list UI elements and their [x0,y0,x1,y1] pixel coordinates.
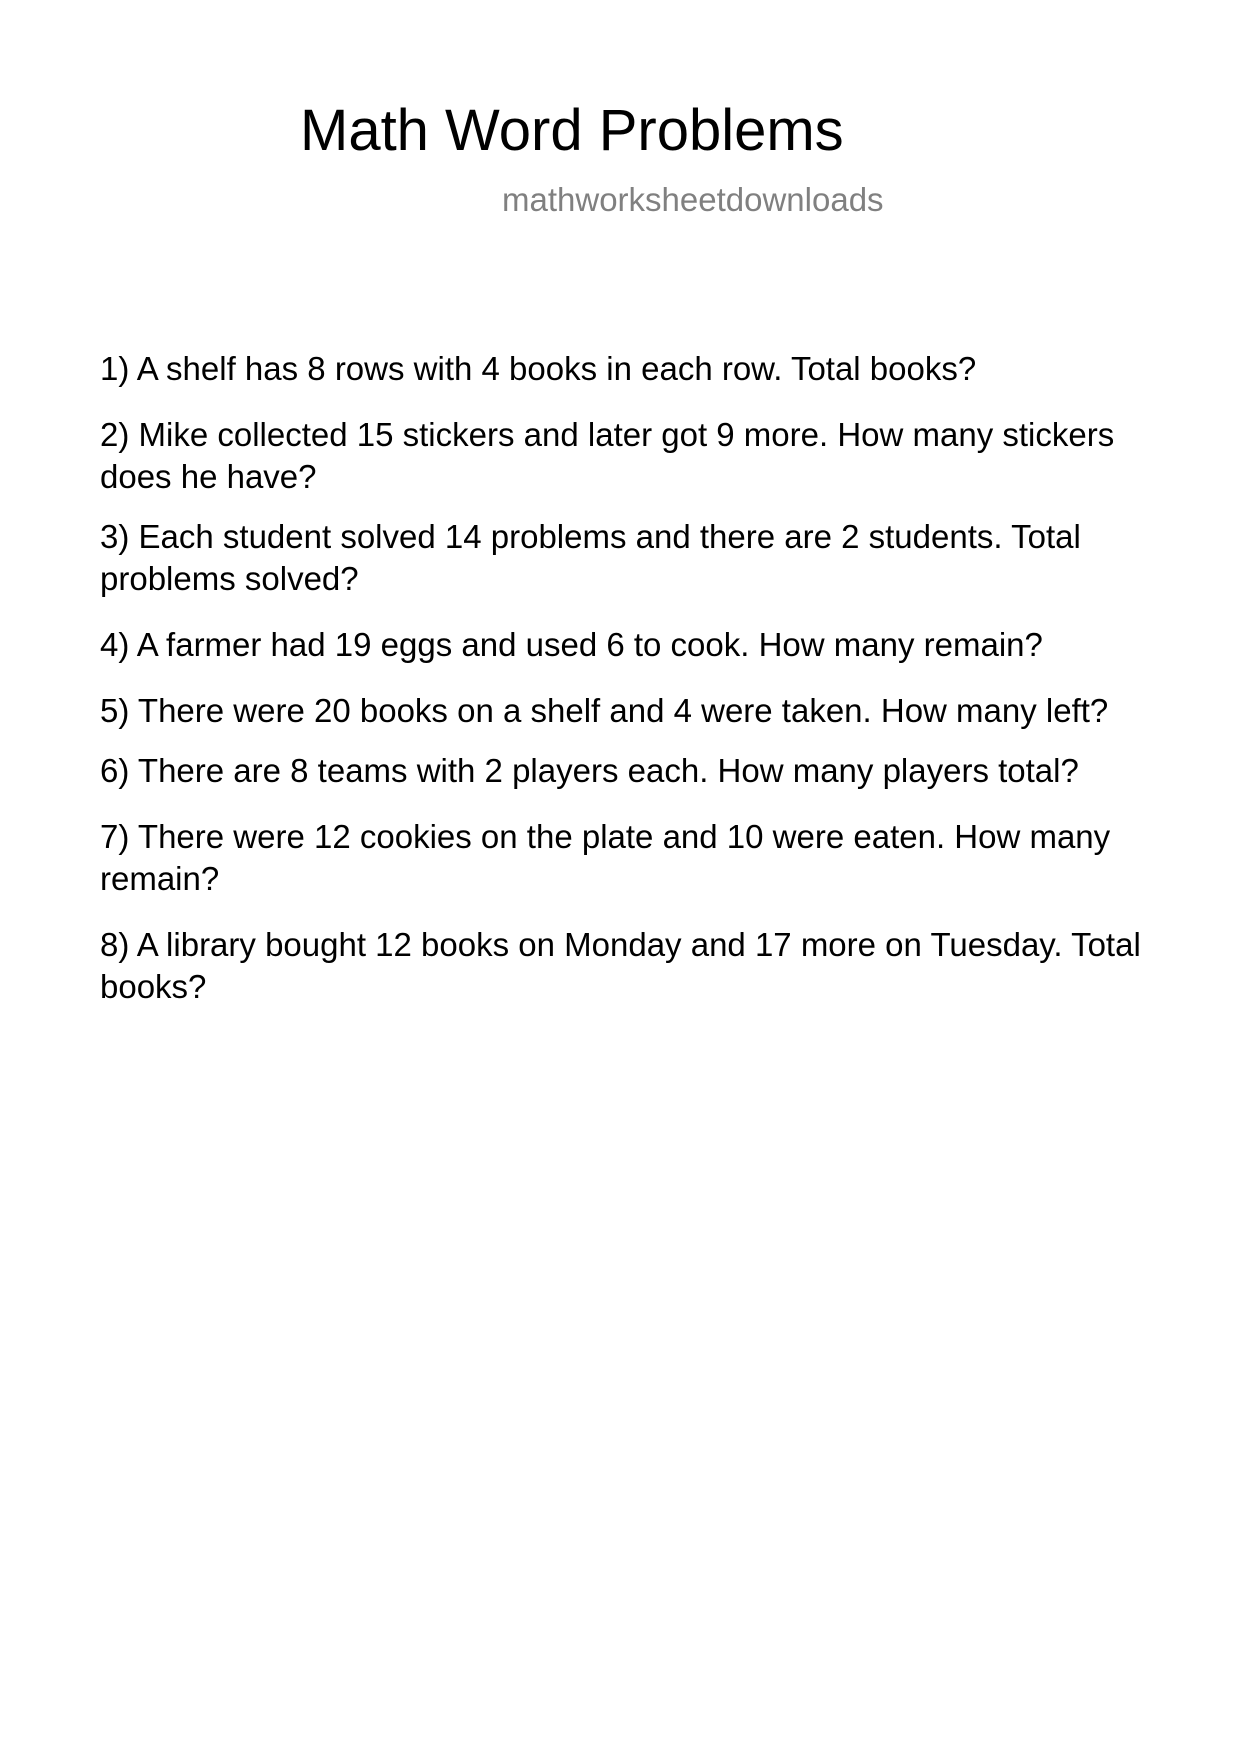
problem-item-4: 4) A farmer had 19 eggs and used 6 to cook. How many remain? [100,626,1043,663]
problem-item-5: 5) There were 20 books on a shelf and 4 were taken. How many left? [100,692,1109,729]
problem-item-1: 1) A shelf has 8 rows with 4 books in each row. Total books? [100,350,977,387]
problem-item-8: 8) A library bought 12 books on Monday and 17 more on Tuesday. Total books? [100,926,1141,1005]
problem-item-7: 7) There were 12 cookies on the plate and 10 were eaten. How many remain? [100,818,1111,897]
problem-item-3: 3) Each student solved 14 problems and there are 2 students. Total problems solved? [100,518,1081,597]
page-title: Math Word Problems [300,98,844,163]
site-credit: mathworksheetdownloads [502,181,884,218]
problem-item-6: 6) There are 8 teams with 2 players each. How many players total? [100,752,1079,789]
problem-item-2: 2) Mike collected 15 stickers and later got 9 more. How many stickers does he have? [100,416,1115,495]
problem-list [100,348,1160,1008]
